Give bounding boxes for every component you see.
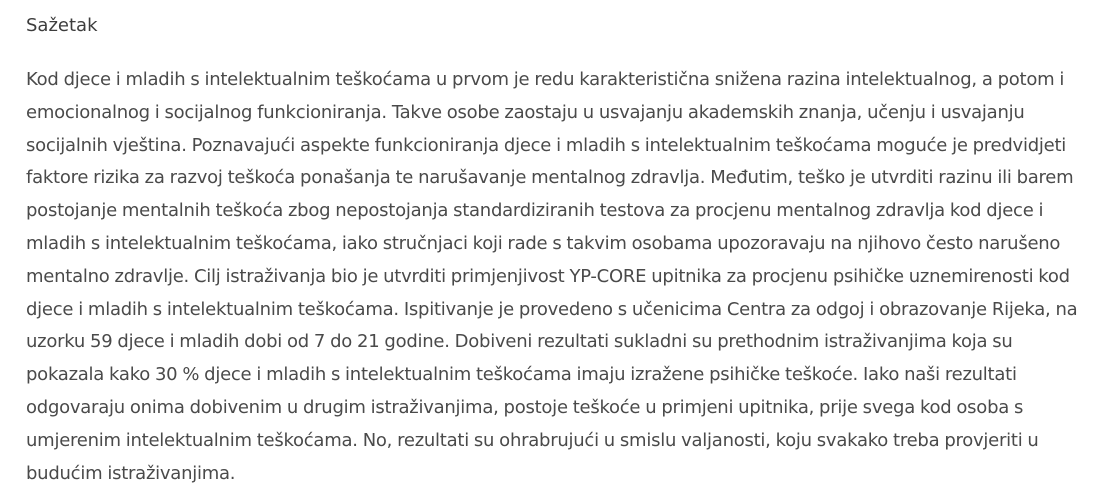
abstract-section: [26, 0, 1078, 490]
abstract-heading: Sažetak: [26, 15, 98, 36]
abstract-body: Kod djece i mladih s intelektualnim teškoćama u prvom je redu karakteristična snižena razina intelektualnog, a potom i emocionalnog i socijalnog funkcioniranja. Takve osobe zaostaju u usvajanju akademskih znanja, učenju i usvajanju socijalnih vještina. Poznavajući aspekte funkcioniranja djece i mladih s intelektualnim teškoćama moguće je predvidjeti faktore rizika za razvoj teškoća ponašanja te narušavanje mentalnog zdravlja. Međutim, teško je utvrditi razinu ili barem postojanje mentalnih teškoća zbog nepostojanja standardiziranih testova za procjenu mentalnog zdravlja kod djece i mladih s intelektualnim teškoćama, iako stručnjaci koji rade s takvim osobama upozoravaju na njihovo često narušeno mentalno zdravlje. Cilj istraživanja bio je utvrditi primjenjivost YP-CORE upitnika za procjenu psihičke uznemirenosti kod djece i mladih s intelektualnim teškoćama. Ispitivanje je provedeno s učenicima Centra za odgoj i obrazovanje Rijeka, na uzorku 59 djece i mladih dobi od 7 do 21 godine. Dobiveni rezultati sukladni su prethodnim istraživanjima koja su pokazala kako 30 % djece i mladih s intelektualnim teškoćama imaju izražene psihičke teškoće. Iako naši rezultati odgovaraju onima dobivenim u drugim istraživanjima, postoje teškoće u primjeni upitnika, prije svega kod osoba s umjerenim intelektualnim teškoćama. No, rezultati su ohrabrujući u smislu valjanosti, koju svakako treba provjeriti u budućim istraživanjima.: [26, 69, 1078, 484]
